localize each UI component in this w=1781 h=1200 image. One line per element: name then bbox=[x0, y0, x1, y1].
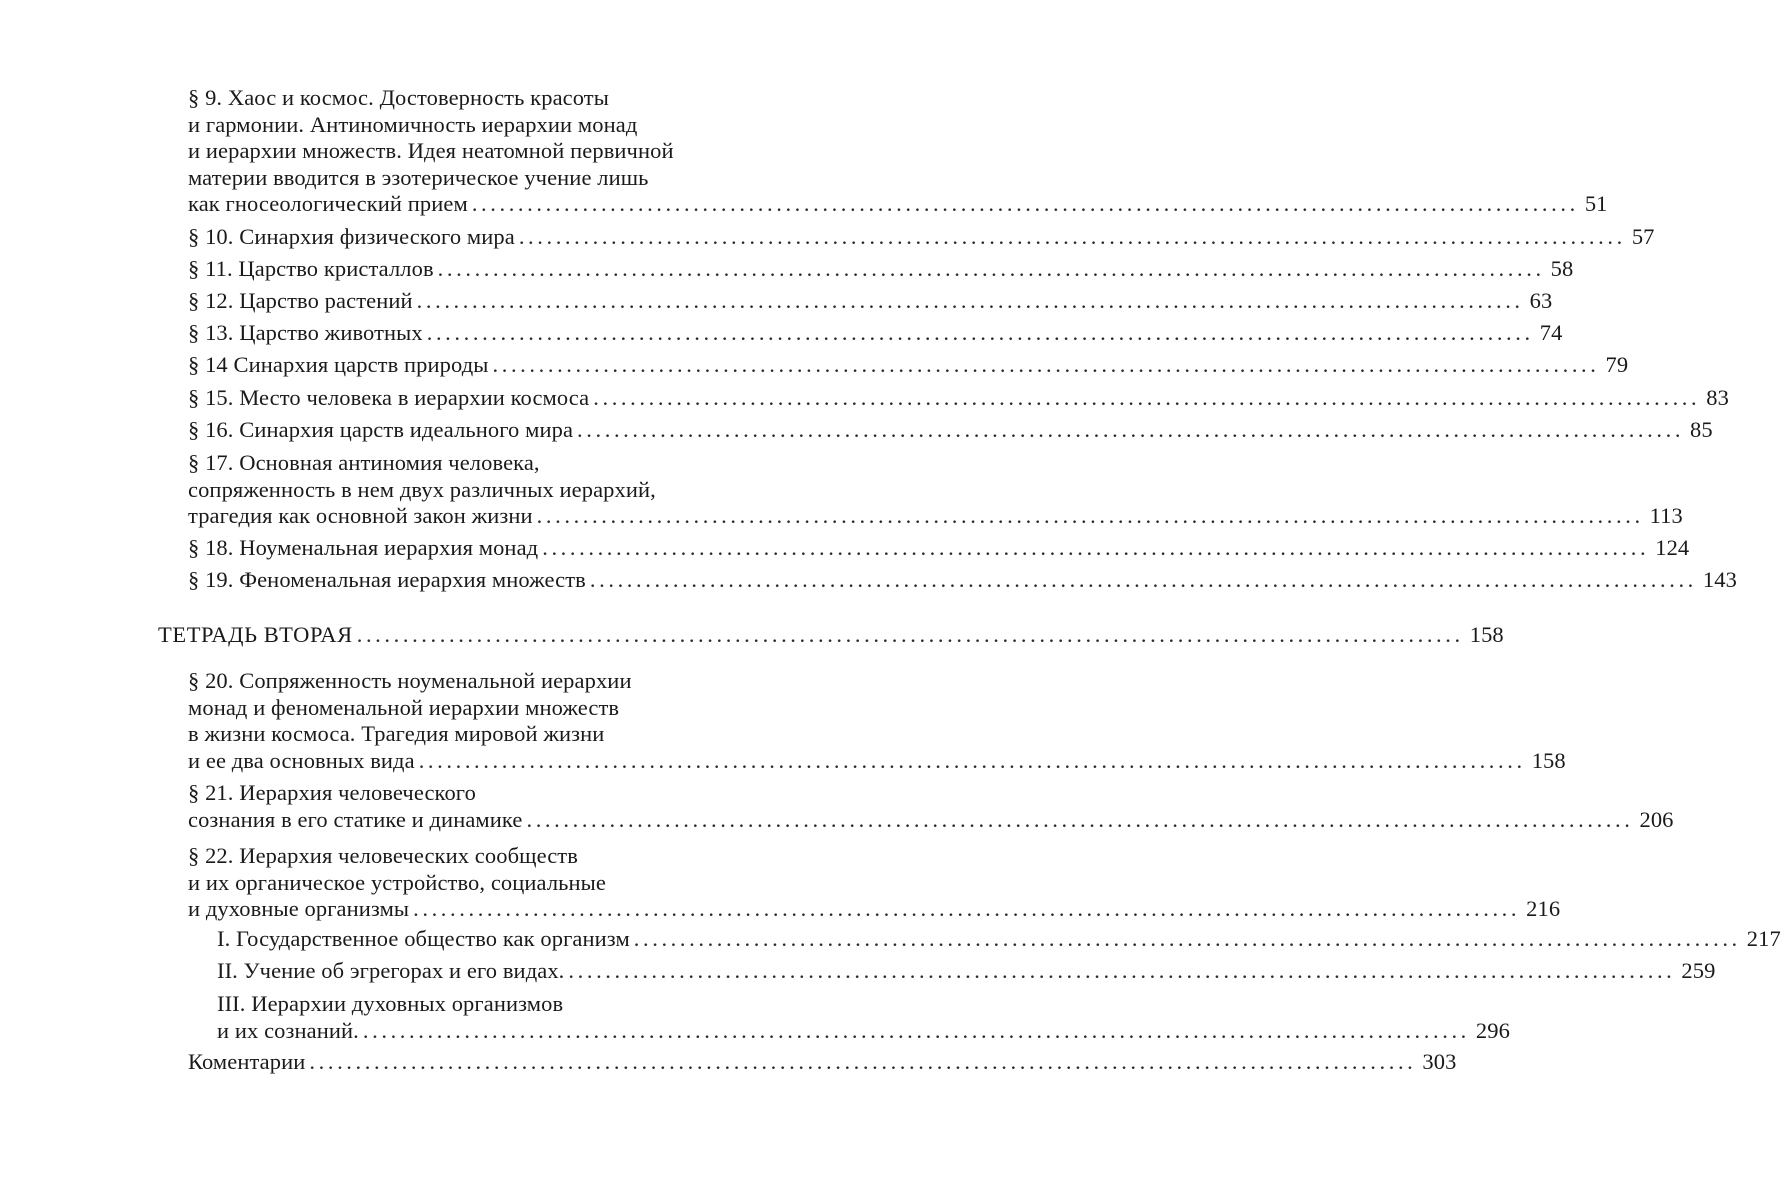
toc-entry-text: § 9. Хаос и космос. Достоверность красоты bbox=[188, 85, 609, 110]
dot-leader: ........................................................................................................................ bbox=[568, 958, 1676, 983]
toc-entry-text: II. Учение об эгрегорах и его видах. bbox=[217, 958, 565, 983]
toc-section-heading: ТЕТРАДЬ ВТОРАЯ bbox=[158, 622, 353, 647]
toc-page-number: 143 bbox=[1702, 567, 1737, 592]
toc-entry-section-21[interactable] bbox=[188, 780, 1674, 833]
dot-leader: ........................................................................................................................ bbox=[413, 896, 1521, 921]
dot-leader: ........................................................................................................................ bbox=[309, 1049, 1417, 1074]
toc-page-number: 158 bbox=[1469, 622, 1504, 647]
dot-leader: ........................................................................................................................ bbox=[471, 191, 1579, 216]
toc-page-number: 217 bbox=[1746, 926, 1781, 951]
toc-entry-text: I. Государственное общество как организм bbox=[217, 926, 630, 951]
toc-entry-text: и духовные организмы bbox=[188, 896, 410, 921]
dot-leader: ........................................................................................................................ bbox=[526, 806, 1634, 832]
toc-entry-text: сознания в его статике и динамике bbox=[188, 806, 523, 832]
toc-entry-text: § 12. Царство растений bbox=[188, 288, 413, 313]
toc-entry-section-14[interactable] bbox=[188, 352, 1629, 379]
toc-entry-text: III. Иерархии духовных организмов bbox=[217, 991, 564, 1016]
toc-entry-section-22[interactable] bbox=[188, 843, 1561, 923]
toc-entry-text: как гносеологический прием bbox=[188, 191, 468, 216]
toc-entry-section-11[interactable] bbox=[188, 256, 1574, 283]
toc-entry-section-12[interactable] bbox=[188, 288, 1553, 315]
toc-page-number: 85 bbox=[1690, 417, 1713, 442]
toc-page-number: 113 bbox=[1649, 503, 1683, 528]
toc-page-number: 296 bbox=[1475, 1017, 1510, 1043]
dot-leader: ........................................................................................................................ bbox=[536, 503, 1644, 528]
toc-page-number: 303 bbox=[1422, 1049, 1457, 1074]
dot-leader: ........................................................................................................................ bbox=[542, 535, 1650, 560]
toc-entry-section-17[interactable] bbox=[188, 450, 1683, 530]
toc-entry-notebook-two[interactable] bbox=[158, 622, 1504, 649]
toc-page-number: 158 bbox=[1531, 747, 1566, 773]
dot-leader: ........................................................................................................................ bbox=[437, 256, 1545, 281]
toc-page-number: 79 bbox=[1605, 352, 1629, 377]
toc-entry-text: § 13. Царство животных bbox=[188, 320, 423, 345]
toc-entry-text: § 18. Ноуменальная иерархия монад bbox=[188, 535, 539, 560]
toc-entry-text: § 15. Место человека в иерархии космоса bbox=[188, 385, 590, 410]
dot-leader: ........................................................................................................................ bbox=[492, 352, 1600, 377]
toc-entry-section-9[interactable] bbox=[188, 85, 1608, 218]
dot-leader: ........................................................................................................................ bbox=[418, 747, 1526, 773]
toc-entry-text: § 17. Основная антиномия человека, bbox=[188, 450, 540, 475]
toc-page-number: 58 bbox=[1550, 256, 1574, 281]
dot-leader: ........................................................................................................................ bbox=[518, 224, 1626, 249]
toc-entry-text: материи вводится в эзотерическое учение лишь bbox=[188, 164, 649, 190]
toc-page-number: 57 bbox=[1631, 224, 1655, 249]
dot-leader: ........................................................................................................................ bbox=[426, 320, 1534, 345]
toc-entry-text: в жизни космоса. Трагедия мировой жизни bbox=[188, 721, 605, 746]
toc-entry-subsection-3[interactable] bbox=[217, 991, 1510, 1044]
toc-page-number: 206 bbox=[1639, 806, 1674, 832]
toc-entry-text: и ее два основных вида bbox=[188, 747, 415, 773]
toc-entry-text: и их органическое устройство, социальные bbox=[188, 869, 606, 895]
toc-entry-text: § 21. Иерархия человеческого bbox=[188, 780, 476, 805]
toc-entry-text: § 10. Синархия физического мира bbox=[188, 224, 515, 249]
toc-entry-section-10[interactable] bbox=[188, 224, 1655, 251]
toc-entry-text: § 14 Синархия царств природы bbox=[188, 352, 489, 377]
toc-entry-section-15[interactable] bbox=[188, 385, 1729, 412]
toc-entry-text: § 20. Сопряженность ноуменальной иерархии bbox=[188, 668, 632, 693]
dot-leader: ........................................................................................................................ bbox=[362, 1017, 1470, 1043]
toc-page-number: 259 bbox=[1681, 958, 1716, 983]
toc-entry-text: Коментарии bbox=[188, 1049, 306, 1074]
toc-page-number: 216 bbox=[1526, 896, 1561, 921]
toc-entry-section-13[interactable] bbox=[188, 320, 1563, 347]
toc-entry-comments[interactable] bbox=[188, 1049, 1457, 1076]
dot-leader: ........................................................................................................................ bbox=[577, 417, 1685, 442]
toc-page-number: 74 bbox=[1539, 320, 1563, 345]
toc-page-number: 83 bbox=[1706, 385, 1729, 410]
toc-entry-text: и иерархии множеств. Идея неатомной первичной bbox=[188, 138, 674, 163]
dot-leader: ........................................................................................................................ bbox=[356, 622, 1464, 647]
toc-entry-text: сопряженность в нем двух различных иерархий, bbox=[188, 476, 656, 502]
toc-entry-text: § 16. Синархия царств идеального мира bbox=[188, 417, 574, 442]
toc-page-number: 124 bbox=[1655, 535, 1690, 560]
toc-page-number: 51 bbox=[1584, 191, 1608, 216]
toc-entry-section-18[interactable] bbox=[188, 535, 1690, 562]
toc-entry-text: § 19. Феноменальная иерархия множеств bbox=[188, 567, 586, 592]
dot-leader: ........................................................................................................................ bbox=[593, 385, 1701, 410]
dot-leader: ........................................................................................................................ bbox=[416, 288, 1524, 313]
toc-entry-subsection-2[interactable] bbox=[217, 958, 1716, 985]
toc-entry-text: § 22. Иерархия человеческих сообществ bbox=[188, 843, 578, 868]
dot-leader: ........................................................................................................................ bbox=[633, 926, 1741, 951]
toc-entry-text: и их сознаний. bbox=[217, 1017, 359, 1043]
toc-entry-text: § 11. Царство кристаллов bbox=[188, 256, 434, 281]
toc-entry-section-16[interactable] bbox=[188, 417, 1713, 444]
toc-entry-text: и гармонии. Антиномичность иерархии монад bbox=[188, 111, 638, 137]
dot-leader: ........................................................................................................................ bbox=[589, 567, 1697, 592]
toc-entry-subsection-1[interactable] bbox=[217, 926, 1781, 953]
toc-entry-section-19[interactable] bbox=[188, 567, 1737, 594]
toc-entry-text: монад и феноменальной иерархии множеств bbox=[188, 694, 620, 720]
toc-entry-text: трагедия как основной закон жизни bbox=[188, 503, 533, 528]
toc-entry-section-20[interactable] bbox=[188, 668, 1566, 774]
toc-page-number: 63 bbox=[1529, 288, 1553, 313]
